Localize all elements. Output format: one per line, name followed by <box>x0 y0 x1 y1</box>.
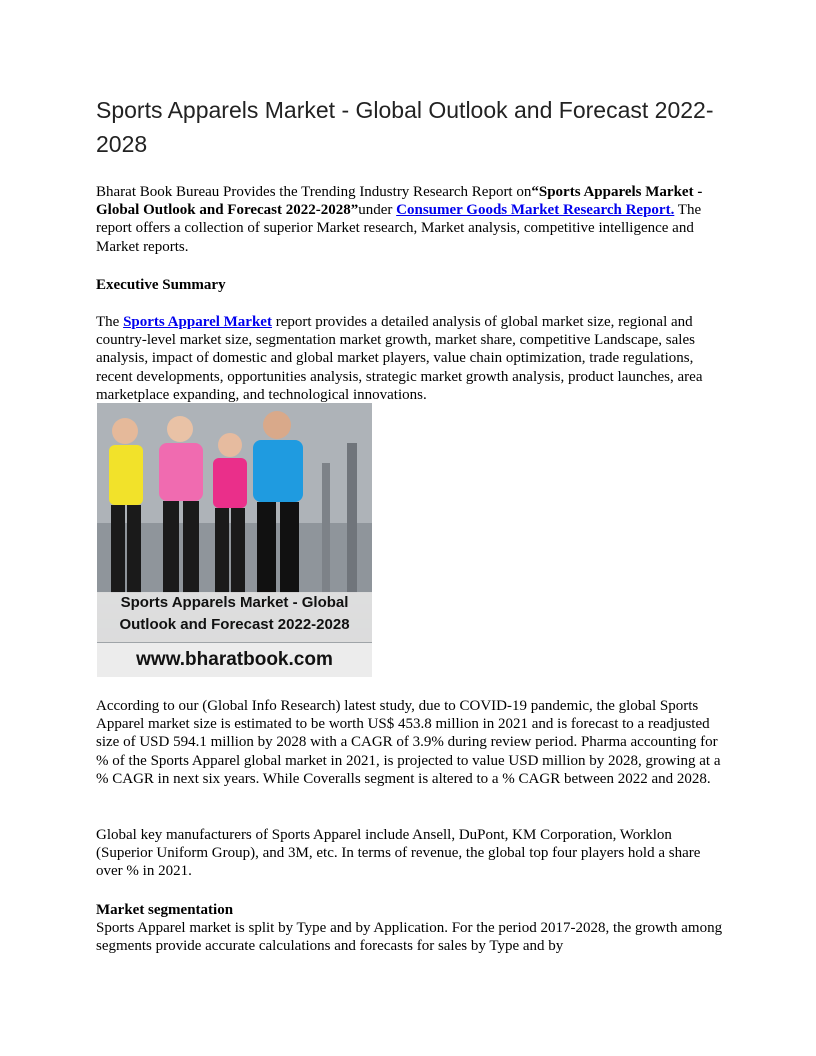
banner-caption: Sports Apparels Market - Global Outlook and Forecast 2022-2028 <box>97 592 372 642</box>
executive-summary-heading: Executive Summary <box>96 277 226 293</box>
market-segmentation-paragraph: Sports Apparel market is split by Type and by Application. For the period 2017-2028, the growth among segments provide accurate calculations and forecasts for sales by Type and by <box>96 920 723 955</box>
sports-apparel-market-link[interactable]: Sports Apparel Market <box>123 314 272 330</box>
intro-suffix: The report offers a collection of superior Market research, Market analysis, competitive intelligence and Market reports. <box>96 202 702 255</box>
report-name: “Sports Apparels Market - Global Outlook and Forecast 2022-2028” <box>96 184 703 219</box>
intro-prefix: Bharat Book Bureau Provides the Trending Industry Research Report on <box>96 184 532 200</box>
athletes-photo <box>97 403 372 593</box>
executive-summary-paragraph <box>96 313 728 404</box>
market-segmentation-heading: Market segmentation <box>96 902 234 918</box>
magenta-top <box>213 458 247 508</box>
exec-text: report provides a detailed analysis of global market size, regional and country-level market size, segmentation market growth, market share, competitive Landscape, sales analysis, impact of domestic and global market players, value chain optimization, trade regulations, recent developments, opportunities analysis, strategic market growth analysis, product launches, area marketplace expanding, and technological innovations. <box>96 314 703 403</box>
pink-shirt <box>159 443 203 501</box>
study-paragraph: According to our (Global Info Research) latest study, due to COVID-19 pandemic, the global Sports Apparel market size is estimated to be worth US$ 453.8 million in 2021 and is forecast to a readjusted size of USD 594.1 million by 2028 with a CAGR of 3.9% during review period. Pharma accounting for % of the Sports Apparel global market in 2021, is projected to value USD million by 2028, growing at a % CAGR in next six years. While Coveralls segment is altered to a % CAGR between 2022 and 2028. <box>96 698 721 787</box>
consumer-goods-link[interactable]: Consumer Goods Market Research Report. <box>396 202 675 219</box>
intro-paragraph <box>96 183 728 256</box>
exec-lead: The <box>96 314 124 330</box>
intro-under: under <box>358 202 397 219</box>
yellow-shirt <box>109 445 143 505</box>
report-banner-image <box>97 403 372 677</box>
banner-site: www.bharatbook.com <box>97 643 372 677</box>
page-title: Sports Apparels Market - Global Outlook and Forecast 2022-2028 <box>96 97 714 157</box>
blue-shirt <box>253 440 303 502</box>
manufacturers-paragraph: Global key manufacturers of Sports Apparel include Ansell, DuPont, KM Corporation, Worklon (Superior Uniform Group), and 3M, etc. In terms of revenue, the global top four players hold a share over % in 2021. <box>96 827 701 880</box>
